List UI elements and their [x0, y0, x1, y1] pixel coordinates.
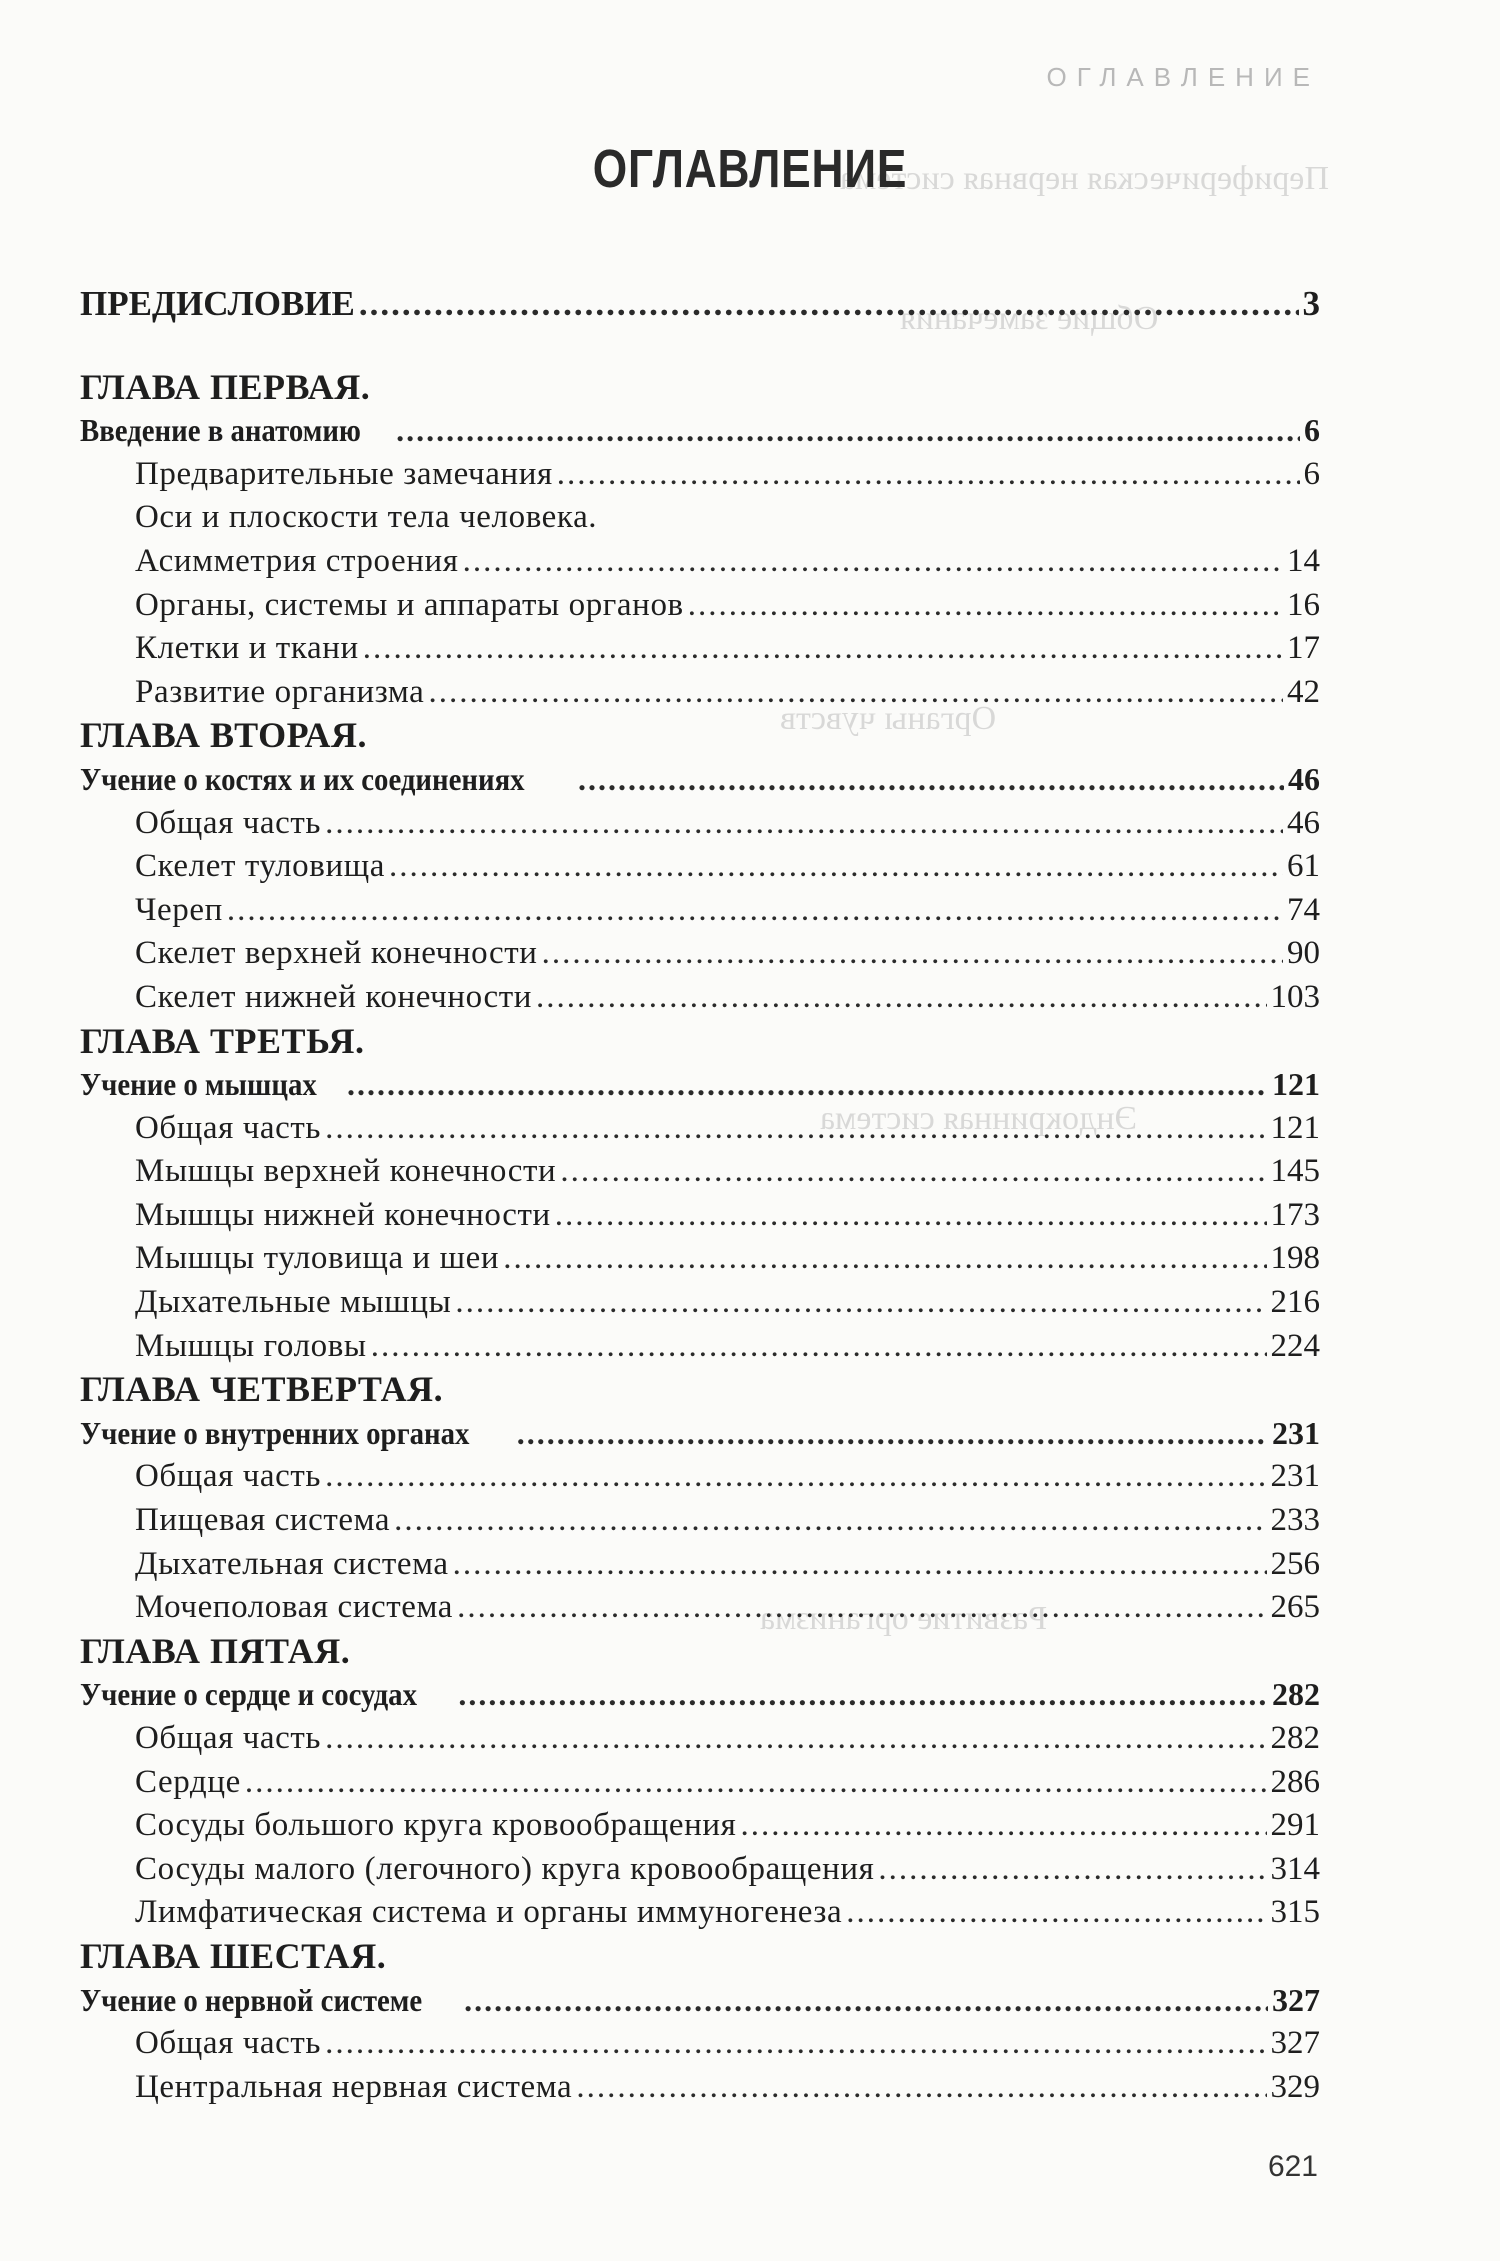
toc-chapter-heading[interactable]: [80, 1935, 1320, 1979]
toc-page-number: 286: [1270, 1763, 1320, 1800]
toc-page-number: 17: [1287, 630, 1320, 667]
toc-part-row[interactable]: [80, 1063, 1320, 1107]
toc-entry-label: Клетки и ткани: [135, 630, 359, 667]
toc-item-row[interactable]: [80, 1194, 1320, 1238]
toc-item-row[interactable]: [80, 496, 1320, 540]
toc-part-row[interactable]: [80, 758, 1320, 802]
toc-part-row[interactable]: [80, 409, 1320, 453]
toc-page-number: 16: [1287, 586, 1320, 623]
toc-entry-label: Учение о костях и их соединениях: [80, 760, 525, 797]
dot-leader: [557, 453, 1300, 497]
toc-page-number: 282: [1270, 1720, 1320, 1756]
toc-page-number: 231: [1272, 1414, 1320, 1451]
toc-item-row[interactable]: [80, 1891, 1320, 1935]
dot-leader: [394, 1499, 1266, 1543]
dot-leader: [576, 2066, 1266, 2110]
toc-entry-label: Лимфатическая система и органы иммуногенеза: [135, 1894, 843, 1931]
toc-item-row[interactable]: [80, 1543, 1320, 1587]
toc-entry-label: ГЛАВА ТРЕТЬЯ.: [80, 1020, 365, 1061]
bleed-through-text: Органы чувств: [780, 700, 997, 737]
toc-item-row[interactable]: [80, 1455, 1320, 1499]
toc-page-number: 327: [1270, 2025, 1320, 2062]
toc-entry-label: Органы, системы и аппараты органов: [135, 586, 684, 623]
toc-chapter-heading[interactable]: [80, 366, 1320, 410]
toc-entry-label: Учение о внутренних органах: [80, 1414, 470, 1451]
toc-item-row[interactable]: [80, 932, 1320, 976]
dot-leader: [542, 932, 1283, 976]
dot-leader: [347, 1063, 1268, 1107]
toc-page-number: 265: [1270, 1589, 1320, 1626]
toc-chapter-heading[interactable]: [80, 1630, 1320, 1674]
page-number: 621: [1267, 2150, 1318, 2183]
toc-entry-label: Сосуды малого (легочного) круга кровообращения: [135, 1850, 875, 1887]
table-of-contents: [80, 282, 1320, 2109]
toc-item-row[interactable]: [80, 1281, 1320, 1325]
toc-entry-label: Общая часть: [135, 2025, 322, 2062]
dot-leader: [688, 584, 1283, 628]
toc-page-number: 329: [1270, 2068, 1320, 2105]
dot-leader: [325, 1455, 1266, 1499]
toc-page-number: 46: [1287, 804, 1320, 841]
toc-part-row[interactable]: [80, 1412, 1320, 1456]
dot-leader: [464, 1979, 1268, 2023]
toc-item-row[interactable]: [80, 584, 1320, 628]
bleed-through-text: Общие замечания: [900, 300, 1159, 337]
dot-leader: [325, 1107, 1266, 1151]
toc-entry-label: Учение о сердце и сосудах: [80, 1676, 417, 1713]
bleed-through-text: Эндокринная система: [820, 1100, 1137, 1137]
bleed-through-text: Периферическая нервная система: [840, 160, 1329, 197]
toc-page-number: 224: [1270, 1327, 1320, 1364]
dot-leader: [878, 1848, 1266, 1892]
toc-item-row[interactable]: [80, 889, 1320, 933]
toc-page-number: 46: [1288, 760, 1320, 797]
toc-item-row[interactable]: [80, 453, 1320, 497]
dot-leader: [536, 976, 1266, 1020]
toc-page-number: 315: [1270, 1894, 1320, 1931]
running-head: ОГЛАВЛЕНИЕ: [1046, 62, 1320, 92]
toc-item-row[interactable]: [80, 2066, 1320, 2110]
toc-page-number: 61: [1287, 848, 1320, 885]
dot-leader: [457, 1586, 1266, 1630]
toc-part-row[interactable]: [80, 1979, 1320, 2023]
toc-entry-label: Мышцы нижней конечности: [135, 1196, 551, 1233]
toc-page-number: 14: [1287, 542, 1320, 579]
toc-page-number: 6: [1303, 455, 1320, 492]
toc-chapter-heading[interactable]: [80, 1368, 1320, 1412]
dot-leader: [578, 758, 1284, 802]
toc-entry-label: ПРЕДИСЛОВИЕ: [80, 284, 355, 323]
toc-page-number: 216: [1270, 1284, 1320, 1321]
toc-page-number: 121: [1270, 1109, 1320, 1146]
bleed-through-text: Развитие организма: [760, 1600, 1048, 1637]
page-title: ОГЛАВЛЕНИЕ: [592, 139, 908, 199]
toc-page-number: 6: [1304, 412, 1320, 449]
toc-entry-label: Общая часть: [135, 1720, 322, 1756]
toc-entry-label: ГЛАВА ПЯТАЯ.: [80, 1630, 351, 1671]
toc-page-number: 90: [1287, 935, 1320, 972]
toc-item-row[interactable]: [80, 1848, 1320, 1892]
toc-item-row[interactable]: [80, 671, 1320, 715]
toc-item-row[interactable]: [80, 1761, 1320, 1805]
toc-entry-label: Сосуды большого круга кровообращения: [135, 1807, 737, 1844]
toc-item-row[interactable]: [80, 976, 1320, 1020]
toc-entry-label: Мышцы верхней конечности: [135, 1153, 557, 1190]
dot-leader: [463, 540, 1283, 584]
toc-page-number: 3: [1302, 284, 1320, 323]
toc-page-number: 173: [1270, 1196, 1320, 1233]
dot-leader: [359, 282, 1299, 326]
dot-leader: [846, 1891, 1266, 1935]
toc-entry-label: Учение о нервной системе: [80, 1981, 423, 2018]
toc-item-row[interactable]: [80, 1499, 1320, 1543]
toc-item-row[interactable]: [80, 1107, 1320, 1151]
toc-chapter-heading[interactable]: [80, 1020, 1320, 1064]
toc-entry-label: Мышцы головы: [135, 1327, 367, 1364]
toc-page-number: 282: [1272, 1676, 1320, 1713]
toc-part-row[interactable]: [80, 1673, 1320, 1717]
dot-leader: [455, 1281, 1266, 1325]
dot-leader: [245, 1761, 1267, 1805]
dot-leader: [428, 671, 1283, 715]
toc-entry-label: ГЛАВА ШЕСТАЯ.: [80, 1935, 387, 1976]
toc-entry-label: ГЛАВА ВТОРАЯ.: [80, 715, 367, 756]
dot-leader: [560, 1150, 1266, 1194]
toc-entry-label: Скелет туловища: [135, 848, 385, 885]
toc-entry-label: Мышцы туловища и шеи: [135, 1240, 500, 1277]
toc-item-row[interactable]: [80, 1150, 1320, 1194]
section-gap: [80, 326, 1320, 366]
toc-item-row[interactable]: [80, 1237, 1320, 1281]
toc-entry-label: Центральная нервная система: [135, 2068, 573, 2105]
toc-item-row[interactable]: [80, 845, 1320, 889]
dot-leader: [503, 1237, 1266, 1281]
toc-item-row[interactable]: [80, 1804, 1320, 1848]
toc-entry-label: Скелет нижней конечности: [135, 978, 533, 1015]
toc-entry-label: Развитие организма: [135, 673, 425, 710]
toc-entry-label: ГЛАВА ПЕРВАЯ.: [80, 366, 371, 407]
toc-page-number: 256: [1270, 1545, 1320, 1582]
dot-leader: [325, 2022, 1266, 2066]
toc-page-number: 314: [1270, 1850, 1320, 1887]
toc-item-row[interactable]: [80, 2022, 1320, 2066]
toc-entry-label: Учение о мышцах: [80, 1066, 317, 1103]
toc-entry-label: Череп: [135, 891, 223, 928]
toc-entry-label: Скелет верхней конечности: [135, 935, 538, 972]
toc-preface-row[interactable]: [80, 282, 1320, 326]
toc-entry-label: Предварительные замечания: [135, 455, 553, 492]
dot-leader: [325, 1717, 1266, 1761]
dot-leader: [453, 1543, 1267, 1587]
dot-leader: [363, 627, 1283, 671]
dot-leader: [371, 1325, 1267, 1369]
toc-entry-label: Дыхательные мышцы: [135, 1284, 452, 1321]
toc-item-row[interactable]: [80, 1717, 1320, 1761]
toc-entry-label: Пищевая система: [135, 1502, 391, 1539]
toc-entry-label: Оси и плоскости тела человека.: [135, 499, 598, 536]
dot-leader: [325, 802, 1283, 846]
dot-leader: [227, 889, 1283, 933]
dot-leader: [517, 1412, 1268, 1456]
toc-entry-label: Общая часть: [135, 1109, 322, 1146]
toc-item-row[interactable]: [80, 802, 1320, 846]
toc-item-row[interactable]: [80, 540, 1320, 584]
toc-entry-label: Дыхательная система: [135, 1545, 449, 1582]
toc-page-number: 121: [1272, 1066, 1320, 1103]
toc-page-number: 327: [1272, 1981, 1320, 2018]
toc-page-number: 198: [1270, 1240, 1320, 1277]
toc-entry-label: Общая часть: [135, 804, 322, 841]
toc-entry-label: Введение в анатомию: [80, 412, 361, 449]
toc-entry-label: Асимметрия строения: [135, 542, 459, 579]
dot-leader: [458, 1673, 1268, 1717]
toc-item-row[interactable]: [80, 1325, 1320, 1369]
toc-entry-label: Мочеполовая система: [135, 1589, 454, 1626]
dot-leader: [389, 845, 1283, 889]
toc-page-number: 103: [1270, 978, 1320, 1015]
toc-entry-label: Сердце: [135, 1763, 241, 1800]
toc-page-number: 145: [1270, 1153, 1320, 1190]
toc-page-number: 291: [1270, 1807, 1320, 1844]
dot-leader: [555, 1194, 1267, 1238]
toc-item-row[interactable]: [80, 627, 1320, 671]
toc-page-number: 231: [1270, 1458, 1320, 1495]
toc-entry-label: ГЛАВА ЧЕТВЕРТАЯ.: [80, 1369, 444, 1410]
toc-page-number: 74: [1287, 891, 1320, 928]
toc-page-number: 233: [1270, 1502, 1320, 1539]
toc-item-row[interactable]: [80, 1586, 1320, 1630]
toc-page-number: 42: [1287, 673, 1320, 710]
toc-chapter-heading[interactable]: [80, 714, 1320, 758]
toc-entry-label: Общая часть: [135, 1458, 322, 1495]
dot-leader: [396, 409, 1300, 453]
dot-leader: [740, 1804, 1266, 1848]
